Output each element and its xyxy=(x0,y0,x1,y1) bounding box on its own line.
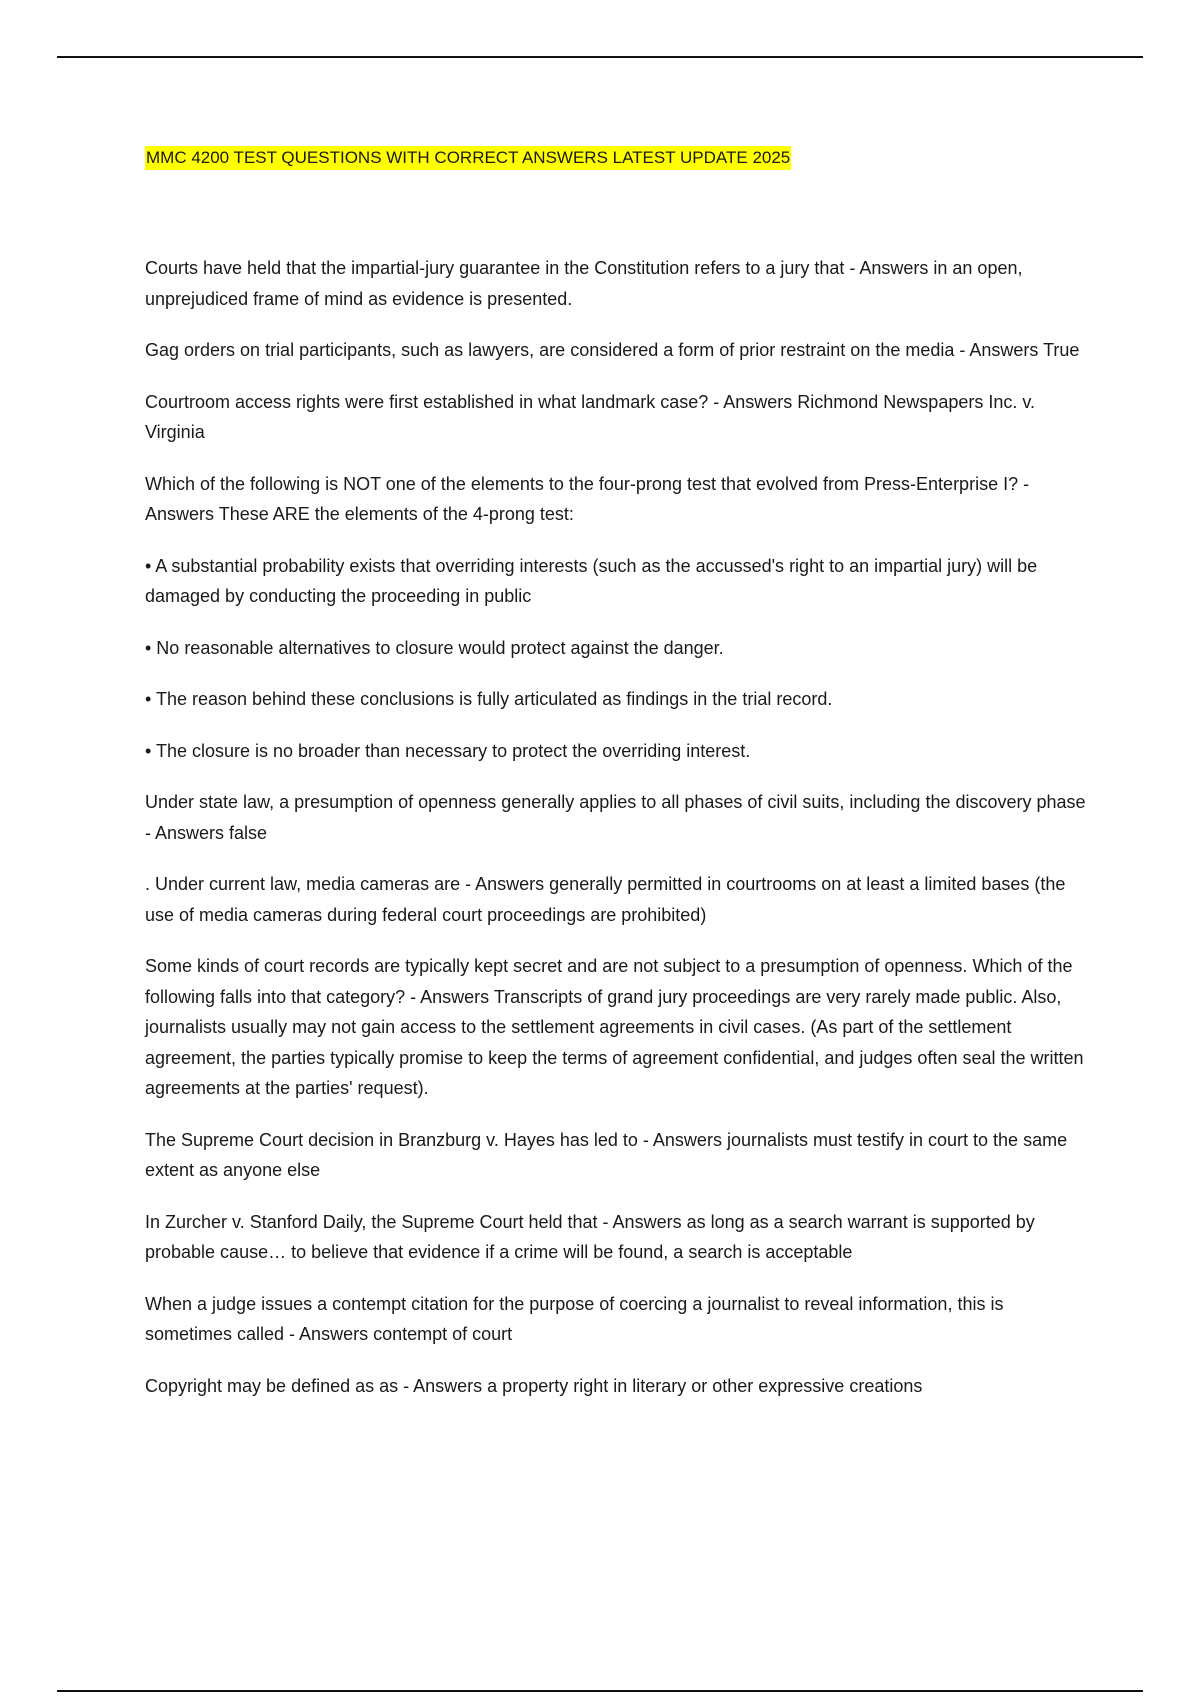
bullet-item: • The reason behind these conclusions is fully articulated as findings in the trial record. xyxy=(145,689,833,709)
qa-item: Which of the following is NOT one of the elements to the four-prong test that evolved from Press-Enterprise I? - Answers These ARE the elements of the 4-prong test: xyxy=(145,473,1030,524)
qa-item: Under state law, a presumption of openness generally applies to all phases of civil suits, including the discovery phase - Answers false xyxy=(145,792,1086,843)
bullet-item: • The closure is no broader than necessary to protect the overriding interest. xyxy=(145,740,751,761)
document-title: MMC 4200 TEST QUESTIONS WITH CORRECT ANSWERS LATEST UPDATE 2025 xyxy=(145,146,791,170)
qa-item: Gag orders on trial participants, such as lawyers, are considered a form of prior restraint on the media - Answers True xyxy=(145,340,1080,360)
qa-item: Courtroom access rights were first established in what landmark case? - Answers Richmond Newspapers Inc. v. Virginia xyxy=(145,391,1036,442)
qa-item: The Supreme Court decision in Branzburg v. Hayes has led to - Answers journalists must testify in court to the same extent as anyone else xyxy=(145,1129,1068,1180)
qa-item: . Under current law, media cameras are - Answers generally permitted in courtrooms on at least a limited bases (the use of media cameras during federal court proceedings are prohibited) xyxy=(145,874,1066,925)
footer-rule xyxy=(57,1690,1143,1692)
qa-item: When a judge issues a contempt citation for the purpose of coercing a journalist to reveal information, this is sometimes called - Answers contempt of court xyxy=(145,1293,1004,1344)
document-body xyxy=(145,146,1090,1422)
header-rule xyxy=(57,56,1143,58)
qa-item: Courts have held that the impartial-jury guarantee in the Constitution refers to a jury that - Answers in an open, unprejudiced frame of mind as evidence is presented. xyxy=(145,258,1023,309)
bullet-item: • No reasonable alternatives to closure would protect against the danger. xyxy=(145,637,724,658)
bullet-item: • A substantial probability exists that overriding interests (such as the accussed's right to an impartial jury) will be damaged by conducting the proceeding in public xyxy=(145,555,1038,606)
qa-item: Some kinds of court records are typically kept secret and are not subject to a presumption of openness. Which of the following falls into that category? - Answers Transcripts of grand jury proceedings are very rarely made public. Also, journalists usually may not gain access to the settlement agreements in civil cases. (As part of the settlement agreement, the parties typically promise to keep the terms of agreement confidential, and judges often seal the written agreements at the parties' request). xyxy=(145,956,1084,1098)
qa-item: In Zurcher v. Stanford Daily, the Supreme Court held that - Answers as long as a search warrant is supported by probable cause… to believe that evidence if a crime will be found, a search is acceptable xyxy=(145,1211,1035,1262)
qa-list xyxy=(145,253,1090,1401)
qa-item: Copyright may be defined as as - Answers a property right in literary or other expressive creations xyxy=(145,1375,923,1396)
